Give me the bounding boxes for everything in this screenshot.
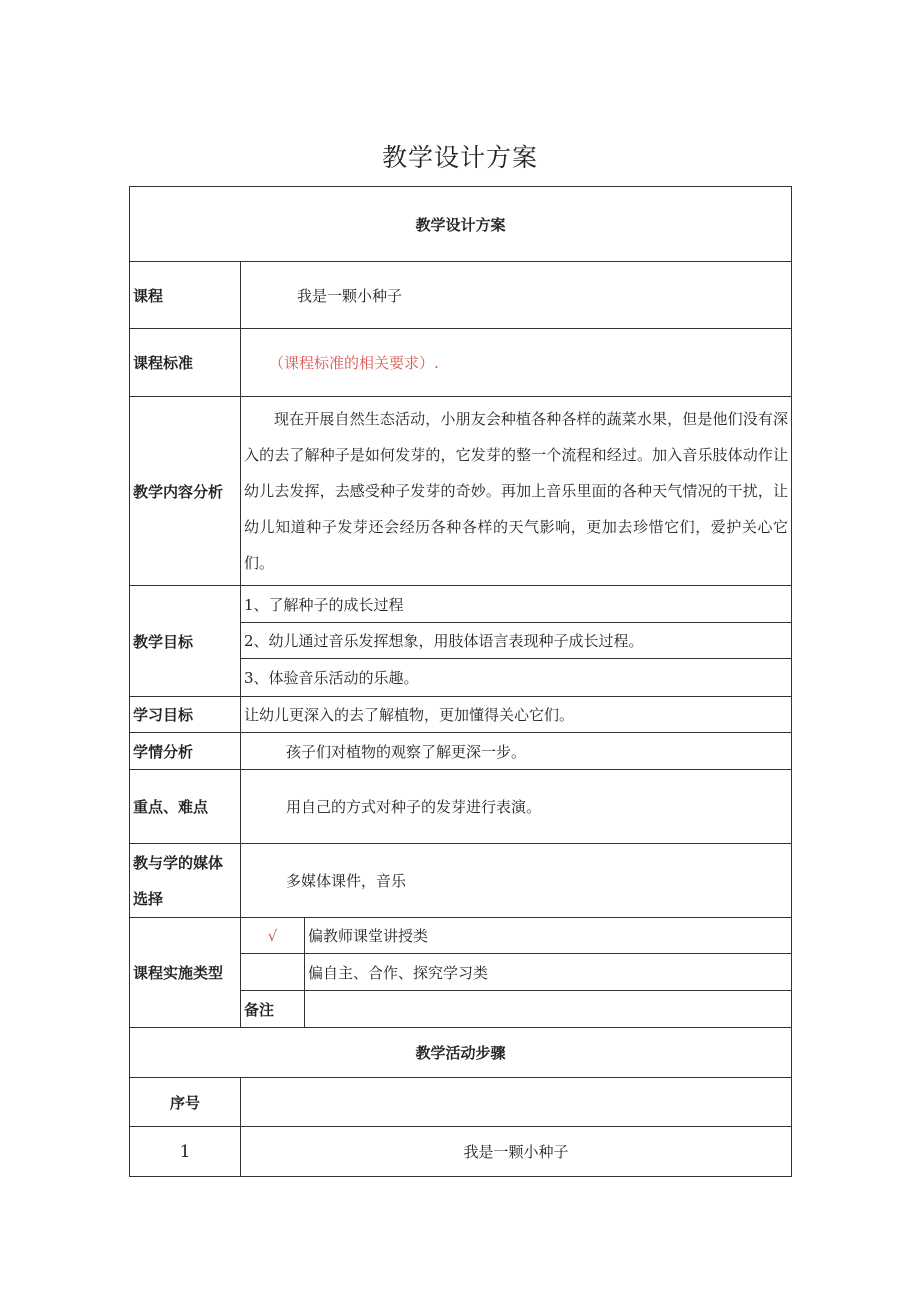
standard-value: （课程标准的相关要求）. [241,329,792,397]
standard-row [130,329,792,397]
key-points-row [130,770,792,844]
learning-goals-row [130,697,792,733]
learning-goals-label: 学习目标 [130,697,241,733]
learner-analysis-value: 孩子们对植物的观察了解更深一步。 [241,733,792,770]
steps-header-row [130,1028,792,1078]
table-header: 教学设计方案 [130,187,792,262]
remark-label: 备注 [241,991,305,1028]
learner-analysis-label: 学情分析 [130,733,241,770]
learning-goals-value: 让幼儿更深入的去了解植物，更加懂得关心它们。 [241,697,792,733]
implementation-option: 偏自主、合作、探究学习类 [305,954,792,991]
key-points-value: 用自己的方式对种子的发芽进行表演。 [241,770,792,844]
course-value: 我是一颗小种子 [241,262,792,329]
step-content: 我是一颗小种子 [241,1127,792,1177]
media-label: 教与学的媒体选择 [130,844,241,918]
steps-col-empty [241,1078,792,1127]
teaching-goal-item: 1、了解种子的成长过程 [241,586,792,623]
standard-label: 课程标准 [130,329,241,397]
teaching-goal-row [130,586,792,623]
steps-column-row [130,1078,792,1127]
table-header-row [130,187,792,262]
teaching-goal-item: 2、幼儿通过音乐发挥想象，用肢体语言表现种子成长过程。 [241,623,792,659]
teaching-goals-label: 教学目标 [130,586,241,697]
course-label: 课程 [130,262,241,329]
teaching-goal-item: 3、体验音乐活动的乐趣。 [241,659,792,697]
key-points-label: 重点、难点 [130,770,241,844]
media-row [130,844,792,918]
step-number: 1 [130,1127,241,1177]
check-mark [241,954,305,991]
page-title: 教学设计方案 [381,143,538,172]
implementation-option-row [130,918,792,954]
step-row [130,1127,792,1177]
check-mark: √ [241,918,305,954]
learner-analysis-row [130,733,792,770]
media-value: 多媒体课件，音乐 [241,844,792,918]
course-row [130,262,792,329]
content-analysis-row [130,397,792,586]
implementation-option: 偏教师课堂讲授类 [305,918,792,954]
lesson-plan-table [129,186,792,1177]
steps-col-label: 序号 [130,1078,241,1127]
content-analysis-label: 教学内容分析 [130,397,241,586]
content-analysis-value: 现在开展自然生态活动，小朋友会种植各种各样的蔬菜水果，但是他们没有深入的去了解种子是如何发芽的，它发芽的整一个流程和经过。加入音乐肢体动作让幼儿去发挥，去感受种子发芽的奇妙。再加上音乐里面的各种天气情况的干扰，让幼儿知道种子发芽还会经历各种各样的天气影响，更加去珍惜它们，爱护关心它们。 [241,397,792,586]
steps-header: 教学活动步骤 [130,1028,792,1078]
remark-value [305,991,792,1028]
implementation-label: 课程实施类型 [130,918,241,1028]
